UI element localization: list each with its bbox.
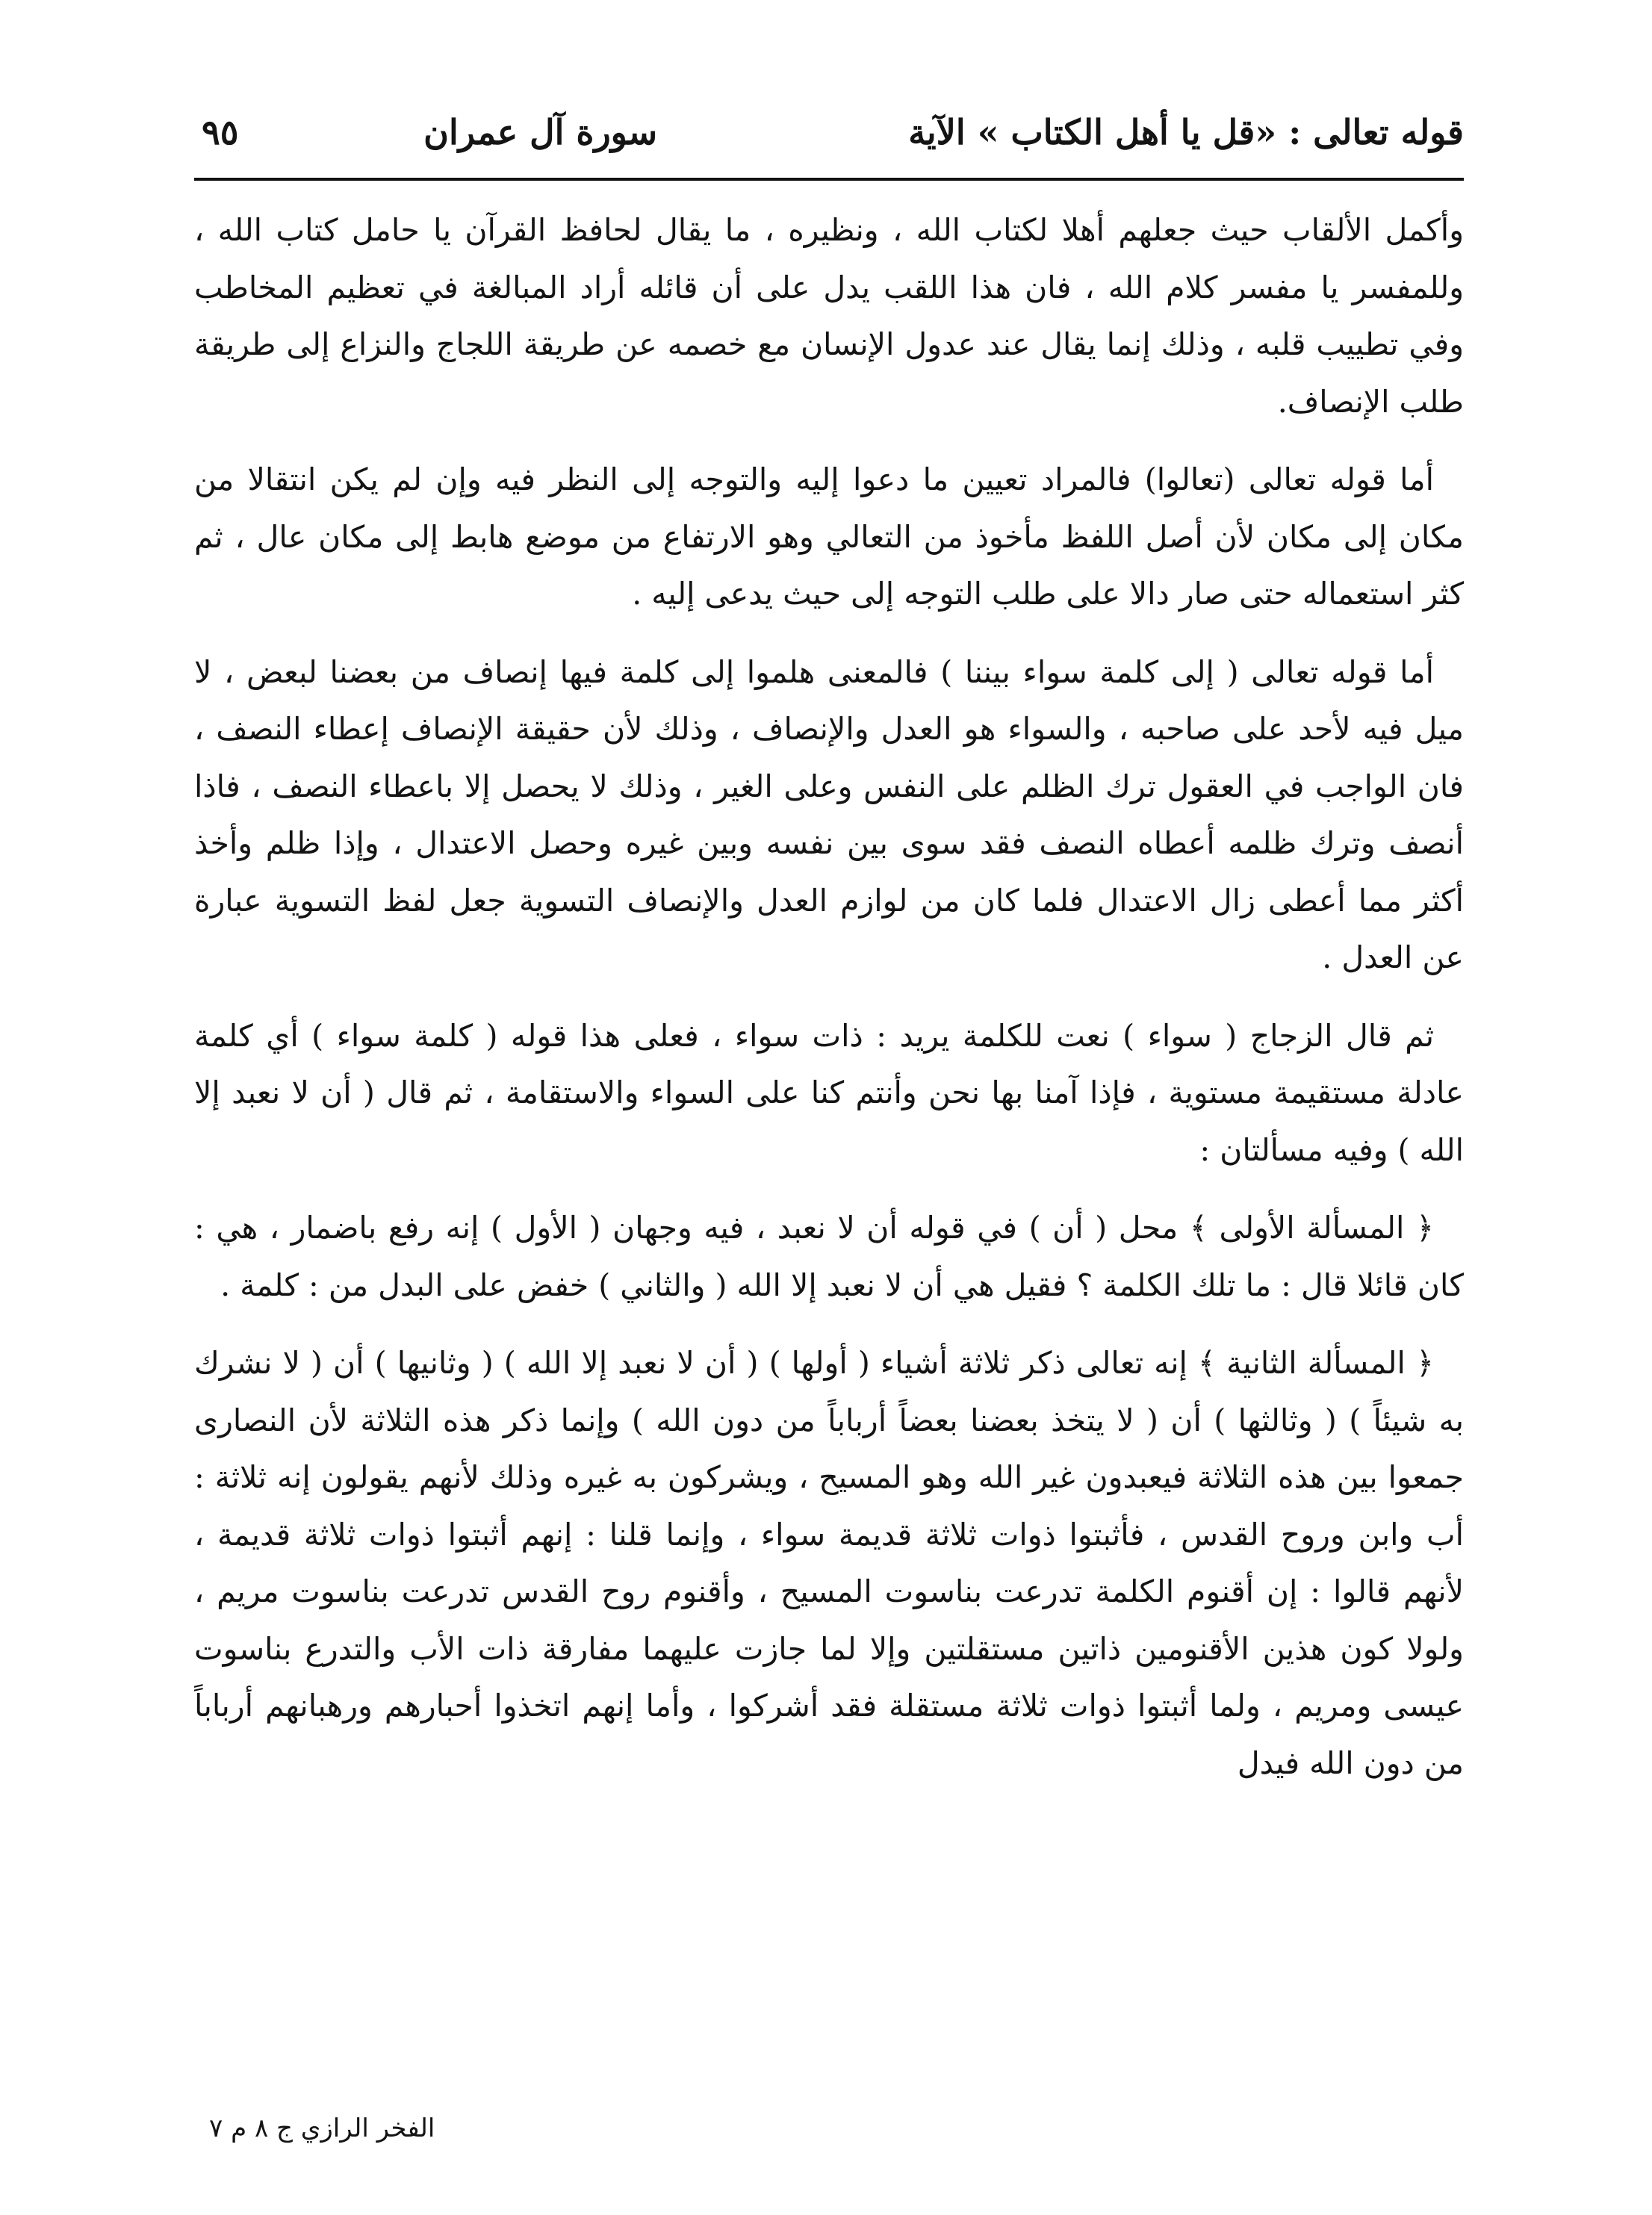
header-rule — [194, 178, 1464, 181]
paragraph-question-2: ﴿ المسألة الثانية ﴾ إنه تعالى ذكر ثلاثة أشياء ( أولها ) ( أن لا نعبد إلا الله ) ( وثانيها ) أن ( لا نشرك به شيئاً ) ( وثالثها ) أن ( لا يتخذ بعضنا بعضاً أرباباً من دون الله ) وإنما ذكر هذه الثلاثة لأن النصارى جمعوا بين هذه الثلاثة فيعبدون غير الله وهو المسيح ، ويشركون به غيره وذلك لأنهم يقولون إنه ثلاثة : أب وابن وروح القدس ، فأثبتوا ذوات ثلاثة قديمة سواء ، وإنما قلنا : إنهم أثبتوا ذوات ثلاثة قديمة ، لأنهم قالوا : إن أقنوم الكلمة تدرعت بناسوت المسيح ، وأقنوم روح القدس تدرعت بناسوت مريم ، ولولا كون هذين الأقنومين ذاتين مستقلتين وإلا لما جازت عليهما مفارقة ذات الأب والتدرع بناسوت عيسى ومريم ، ولما أثبتوا ذوات ثلاثة مستقلة فقد أشركوا ، وأما إنهم اتخذوا أحبارهم ورهبانهم أرباباً من دون الله فيدل — [194, 1345, 1465, 1781]
book-page — [194, 90, 1464, 2151]
footer-signature: الفخر الرازي ج ٨ م ٧ — [209, 2113, 435, 2143]
running-header — [194, 112, 1464, 172]
paragraph-4: ثم قال الزجاج ( سواء ) نعت للكلمة يريد : ذات سواء ، فعلى هذا قوله ( كلمة سواء ) أي كلمة عادلة مستقيمة مستوية ، فإذا آمنا بها نحن وأنتم كنا على السواء والاستقامة ، ثم قال ( أن لا نعبد إلا الله ) وفيه مسألتان : — [194, 1017, 1464, 1168]
header-title: قوله تعالى : «قل يا أهل الكتاب » الآية — [908, 112, 1464, 152]
page-number: ٩٥ — [202, 112, 239, 152]
page-body — [194, 202, 1464, 1812]
header-surah-name: سورة آل عمران — [423, 112, 657, 152]
paragraph-question-1: ﴿ المسألة الأولى ﴾ محل ( أن ) في قوله أن لا نعبد ، فيه وجهان ( الأول ) إنه رفع باضمار ، هي : كان قائلا قال : ما تلك الكلمة ؟ فقيل هي أن لا نعبد إلا الله ( والثاني ) خفض على البدل من : كلمة . — [194, 1210, 1464, 1303]
paragraph-1: وأكمل الألقاب حيث جعلهم أهلا لكتاب الله ، ونظيره ، ما يقال لحافظ القرآن يا حامل كتاب الله ، وللمفسر يا مفسر كلام الله ، فان هذا اللقب يدل على أن قائله أراد المبالغة في تعظيم المخاطب وفي تطييب قلبه ، وذلك إنما يقال عند عدول الإنسان مع خصمه عن طريقة اللجاج والنزاع إلى طريقة طلب الإنصاف. — [194, 212, 1464, 420]
paragraph-3: أما قوله تعالى ( إلى كلمة سواء بيننا ) فالمعنى هلموا إلى كلمة فيها إنصاف من بعضنا لبعض ، لا ميل فيه لأحد على صاحبه ، والسواء هو العدل والإنصاف ، وذلك لأن حقيقة الإنصاف إعطاء النصف ، فان الواجب في العقول ترك الظلم على النفس وعلى الغير ، وذلك لا يحصل إلا باعطاء النصف ، فاذا أنصف وترك ظلمه أعطاه النصف فقد سوى بين نفسه وبين غيره وحصل الاعتدال ، وإذا ظلم وأخذ أكثر مما أعطى زال الاعتدال فلما كان من لوازم العدل والإنصاف التسوية جعل لفظ التسوية عبارة عن العدل . — [194, 653, 1464, 975]
paragraph-2: أما قوله تعالى (تعالوا) فالمراد تعيين ما دعوا إليه والتوجه إلى النظر فيه وإن لم يكن انتقالا من مكان إلى مكان لأن أصل اللفظ مأخوذ من التعالي وهو الارتفاع من موضع هابط إلى مكان عال ، ثم كثر استعماله حتى صار دالا على طلب التوجه إلى حيث يدعى إليه . — [194, 462, 1464, 612]
